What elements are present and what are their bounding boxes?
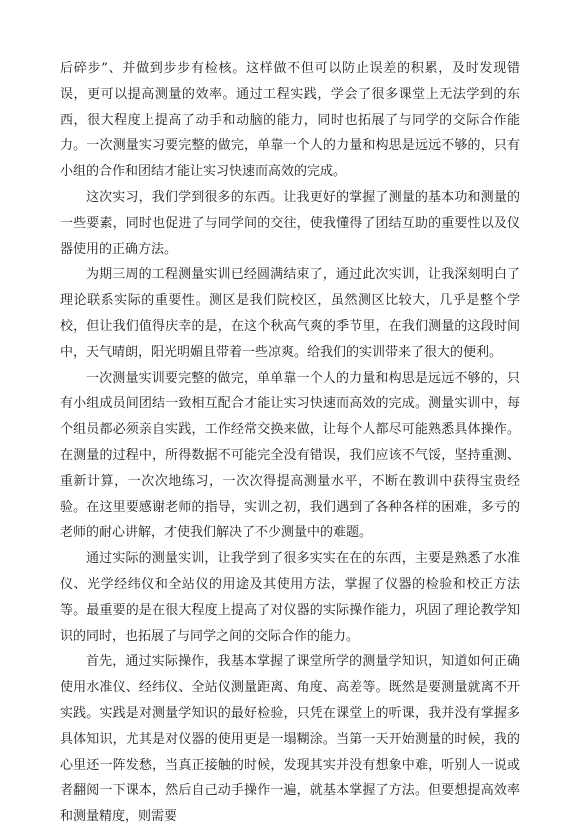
- paragraph-continuation: 后碎步”、并做到步步有检核。这样做不但可以防止误差的积累，及时发现错误，更可以提高测量的效率。通过工程实践，学会了很多课堂上无法学到的东西，很大程度上提高了动手和动脑的能力，同时也拓展了与同学的交际合作能力。一次测量实习要完整的做完，单靠一个人的力量和构思是远远不够的，只有小组的合作和团结才能让实习快速而高效的完成。: [60, 61, 520, 180]
- document-page: [60, 56, 520, 830]
- paragraph-three-week-training: 为期三周的工程测量实训已经圆满结束了，通过此次实训，让我深刻明白了理论联系实际的重要性。测区是我们院校区，虽然测区比较大，几乎是整个学校，但让我们值得庆幸的是，在这个秋高气爽的季节里，在我们测量的这段时间中，天气晴朗，阳光明媚且带着一些凉爽。给我们的实训带来了很大的便利。: [60, 267, 520, 360]
- paragraph-internship-summary: 这次实习，我们学到很多的东西。让我更好的掌握了测量的基本功和测量的一些要素，同时也促进了与同学间的交往，使我懂得了团结互助的重要性以及仪器使用的正确方法。: [60, 189, 520, 257]
- paragraph-practice: 首先，通过实际操作，我基本掌握了课堂所学的测量学知识，知道如何正确使用水准仪、经纬仪、全站仪测量距离、角度、高差等。既然是要测量就离不开实践。实践是对测量学知识的最好检验，只凭在课堂上的听课，我并没有掌握多具体知识，尤其是对仪器的使用更是一塌糊涂。当第一天开始测量的时候，我的心里还一阵发愁，当真正接触的时候，发现其实并没有想象中难，听别人一说或者翻阅一下课本，然后自己动手操作一遍，就基本掌握了方法。但要想提高效率和测量精度，则需要: [60, 654, 520, 825]
- paragraph-instruments: 通过实际的测量实训，让我学到了很多实实在在的东西，主要是熟悉了水准仪、光学经纬仪和全站仪的用途及其使用方法，掌握了仪器的检验和校正方法等。最重要的是在很大程度上提高了对仪器的实际操作能力，巩固了理论教学知识的同时，也拓展了与同学之间的交际合作的能力。: [60, 551, 520, 644]
- paragraph-teamwork: 一次测量实训要完整的做完，单单靠一个人的力量和构思是远远不够的，只有小组成员间团结一致相互配合才能让实习快速而高效的完成。测量实训中，每个组员都必须亲自实践，工作经常交换来做，让每个人都尽可能熟悉具体操作。在测量的过程中，所得数据不可能完全没有错误，我们应该不气馁，坚持重测、重新计算，一次次地练习，一次次得提高测量水平，不断在教训中获得宝贵经验。在这里要感谢老师的指导，实训之初，我们遇到了各种各样的困难，多亏的老师的耐心讲解，才使我们解决了不少测量中的难题。: [60, 370, 520, 541]
